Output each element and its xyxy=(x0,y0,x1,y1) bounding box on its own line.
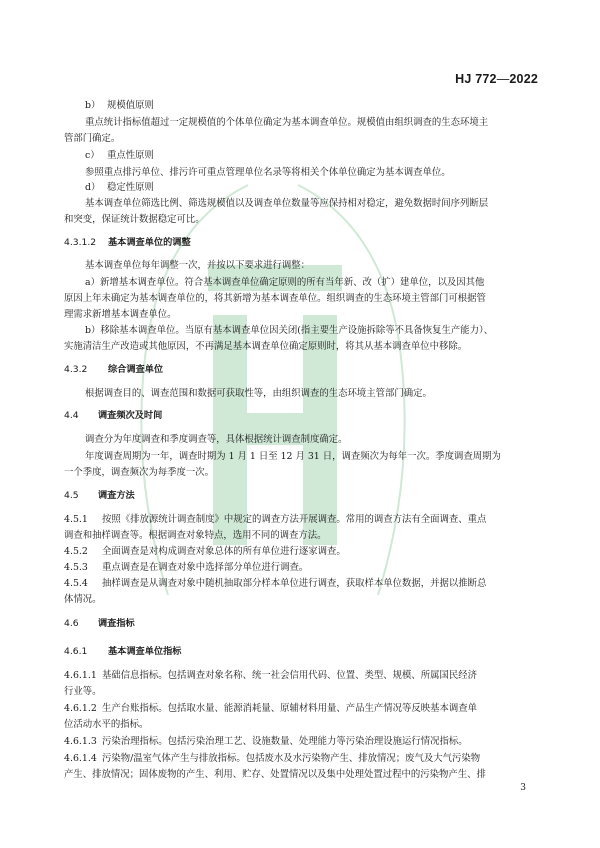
paragraph-line: a）新增基本调查单位。符合基本调查单位确定原则的所有当年新、改（扩）建单位，以及因其他 xyxy=(85,277,485,288)
paragraph-line: 重点统计指标值超过一定规模值的个体单位确定为基本调查单位。规模值由组织调查的生态环境主 xyxy=(85,117,489,128)
paragraph-line: 产生、排放情况；固体废物的产生、利用、贮存、处置情况以及集中处理处置过程中的污染物产生、排 xyxy=(64,769,486,780)
paragraph-line: 管部门确定。 xyxy=(64,133,121,144)
paragraph-line: 根据调查目的、调查范围和数据可获取性等，由组织调查的生态环境主管部门确定。 xyxy=(85,388,432,399)
paragraph-line: 原因上年未确定为基本调查单位的，将其新增为基本调查单位。组织调查的生态环境主管部门可根据管 xyxy=(64,293,486,304)
clause-4-5-3: 4.5.3 重点调查是在调查对象中选择部分单位进行调查。 xyxy=(64,562,309,573)
doc-code-standard: HJ 772 xyxy=(455,72,497,86)
document-code xyxy=(455,72,538,86)
section-heading-4-5: 4.5 调查方法 xyxy=(64,490,135,501)
paragraph-line: 理需求新增基本调查单位。 xyxy=(64,309,177,320)
doc-code-separator: — xyxy=(496,72,510,86)
paragraph-line: 一个季度，调查频次为每季度一次。 xyxy=(64,467,215,478)
clause-4-6-1-1: 4.6.1.1 基础信息指标。包括调查对象名称、统一社会信用代码、位置、类型、规模、所属国民经济 xyxy=(64,670,478,681)
clause-4-6-1-3: 4.6.1.3 污染治理指标。包括污染治理工艺、设施数量、处理能力等污染治理设施运行情况指标。 xyxy=(64,736,468,747)
paragraph-line: 和突变，保证统计数据稳定可比。 xyxy=(64,214,205,225)
paragraph-line: 体情况。 xyxy=(64,594,102,605)
paragraph-line: 基本调查单位每年调整一次，并按以下要求进行调整： xyxy=(85,260,311,271)
item-b-heading: b） 规模值原则 xyxy=(85,100,154,111)
clause-4-6-1-4: 4.6.1.4 污染物/温室气体产生与排放指标。包括废水及水污染物产生、排放情况；废气及大气污染物 xyxy=(64,753,481,764)
paragraph-line: 位活动水平的指标。 xyxy=(64,719,149,730)
item-d-heading: d） 稳定性原则 xyxy=(85,182,154,193)
paragraph-line: 实施清洁生产改造或其他原因，不再满足基本调查单位确定原则时，将其从基本调查单位中移除。 xyxy=(64,341,468,352)
paragraph-line: 行业等。 xyxy=(64,686,102,697)
item-c-heading: c） 重点性原则 xyxy=(85,150,154,161)
paragraph-line: 调查和抽样调查等。根据调查对象特点，选用不同的调查方法。 xyxy=(64,530,327,541)
paragraph-line: 参照重点排污单位、排污许可重点管理单位名录等将相关个体单位确定为基本调查单位。 xyxy=(85,167,451,178)
clause-4-5-4: 4.5.4 抽样调查是从调查对象中随机抽取部分样本单位进行调查，获取样本单位数据，并据以推断总 xyxy=(64,578,487,589)
clause-4-5-2: 4.5.2 全面调查是对构成调查对象总体的所有单位进行逐家调查。 xyxy=(64,546,346,557)
paragraph-line: 基本调查单位筛选比例、筛选规模值以及调查单位数量等应保持相对稳定，避免数据时间序列断层 xyxy=(85,198,489,209)
section-heading-4-3-1-2: 4.3.1.2 基本调查单位的调整 xyxy=(64,237,191,248)
clause-4-5-1: 4.5.1 按照《排放源统计调查制度》中规定的调查方法开展调查。常用的调查方法有全面调查、重点 xyxy=(64,514,487,525)
doc-code-year: 2022 xyxy=(509,72,538,86)
paragraph-line: b）移除基本调查单位。当原有基本调查单位因关闭(指主要生产设施拆除等不具备恢复生产能力）、 xyxy=(85,325,494,336)
section-heading-4-4: 4.4 调查频次及时间 xyxy=(64,410,163,421)
section-heading-4-3-2: 4.3.2 综合调查单位 xyxy=(64,364,164,375)
clause-4-6-1-2: 4.6.1.2 生产台账指标。包括取水量、能源消耗量、原辅材料用量、产品生产情况等反映基本调查单 xyxy=(64,703,478,714)
paragraph-line: 调查分为年度调查和季度调查等，具体根据统计调查制度确定。 xyxy=(85,434,348,445)
section-heading-4-6-1: 4.6.1 基本调查单位指标 xyxy=(64,646,182,657)
page-number: 3 xyxy=(520,783,526,793)
section-heading-4-6: 4.6 调查指标 xyxy=(64,618,135,629)
paragraph-line: 年度调查周期为一年，调查时期为 1 月 1 日至 12 月 31 日，调查频次为每年一次。季度调查周期为 xyxy=(85,451,501,462)
